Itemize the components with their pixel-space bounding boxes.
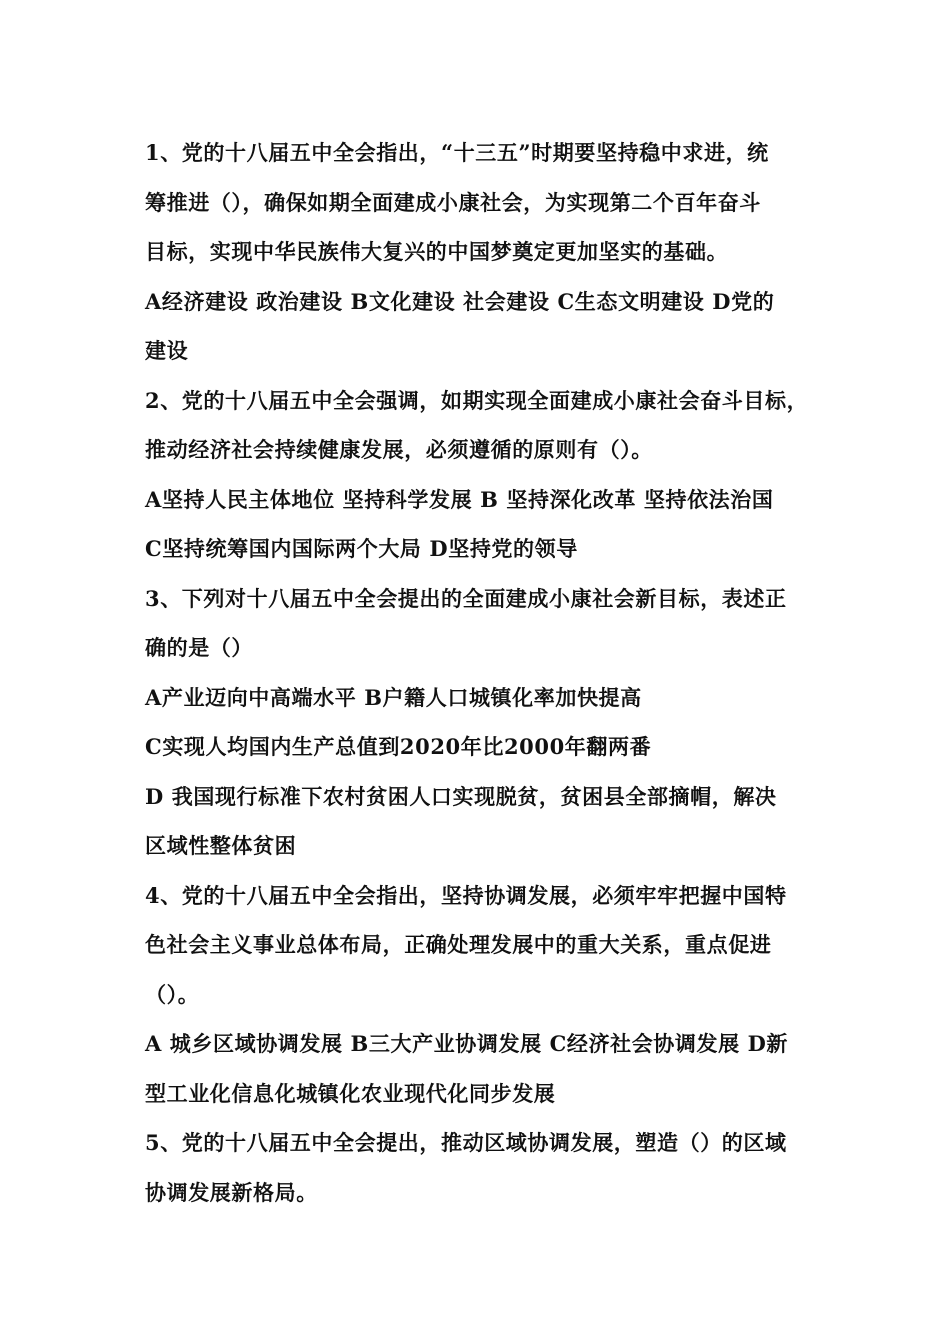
- text-line: C坚持统筹国内国际两个大局 D坚持党的领导: [145, 536, 578, 561]
- document-body: [145, 128, 825, 1217]
- text-line: D 我国现行标准下农村贫困人口实现脱贫，贫困县全部摘帽，解决: [145, 783, 777, 809]
- text-line: （）。: [145, 981, 200, 1007]
- text-line: 区域性整体贫困: [145, 833, 297, 858]
- text-line: 3、下列对十八届五中全会提出的全面建成小康社会新目标，表述正: [145, 585, 787, 611]
- text-line: A产业迈向中高端水平 B户籍人口城镇化率加快提高: [145, 684, 642, 710]
- text-line: C实现人均国内生产总值到2020年比2000年翻两番: [145, 734, 652, 759]
- text-line: 色社会主义事业总体布局，正确处理发展中的重大关系，重点促进: [145, 932, 772, 957]
- text-line: 协调发展新格局。: [145, 1179, 318, 1205]
- text-line: 1、党的十八届五中全会指出，“十三五”时期要坚持稳中求进，统: [145, 140, 769, 165]
- text-line: A 城乡区域协调发展 B三大产业协调发展 C经济社会协调发展 D新: [145, 1031, 789, 1056]
- text-line: 目标，实现中华民族伟大复兴的中国梦奠定更加坚实的基础。: [145, 239, 729, 264]
- text-line: 筹推进（），确保如期全面建成小康社会，为实现第二个百年奋斗: [145, 189, 761, 215]
- text-line: 建设: [145, 338, 189, 363]
- text-line: 型工业化信息化城镇化农业现代化同步发展: [145, 1080, 556, 1106]
- text-line: 4、党的十八届五中全会指出，坚持协调发展，必须牢牢把握中国特: [145, 882, 787, 908]
- text-line: 5、党的十八届五中全会提出，推动区域协调发展，塑造（）的区域: [145, 1130, 787, 1155]
- text-line: 推动经济社会持续健康发展，必须遵循的原则有（）。: [145, 437, 653, 462]
- text-line: A经济建设 政治建设 B文化建设 社会建设 C生态文明建设 D党的: [145, 288, 775, 314]
- text-line: 确的是（）: [145, 635, 253, 660]
- text-line: A坚持人民主体地位 坚持科学发展 B 坚持深化改革 坚持依法治国: [145, 486, 774, 512]
- text-line: 2、党的十八届五中全会强调，如期实现全面建成小康社会奋斗目标，: [145, 387, 809, 413]
